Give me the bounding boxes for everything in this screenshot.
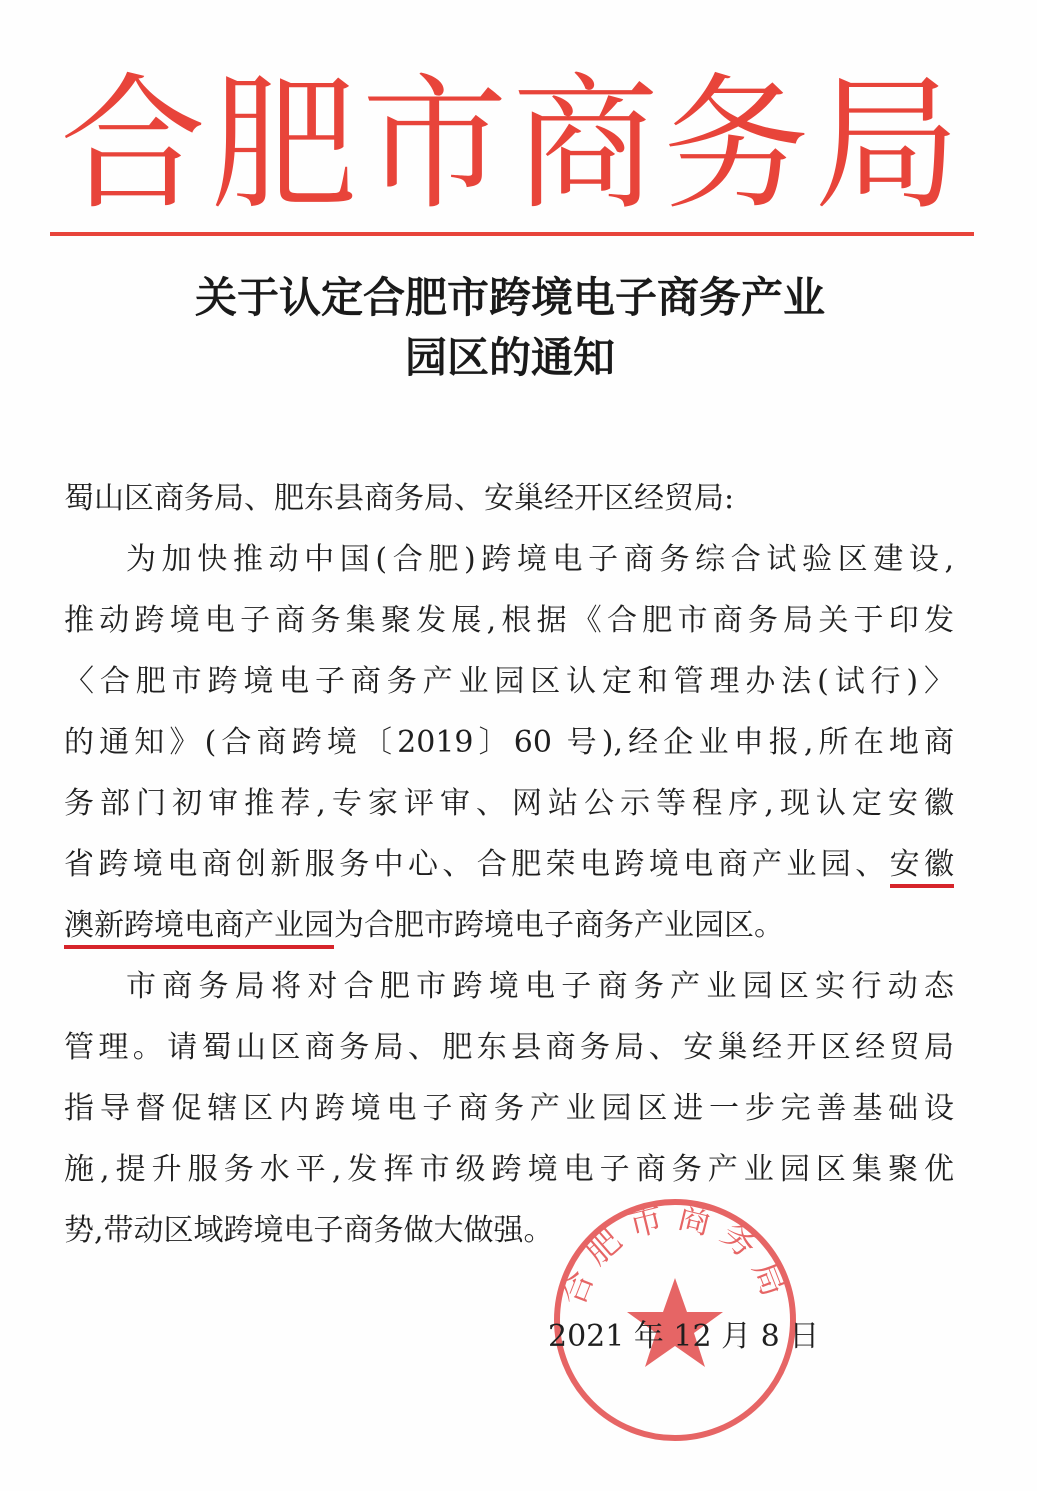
para1-line-text: 省跨境电商创新服务中心、合肥荣电跨境电商产业园、 bbox=[64, 847, 890, 882]
salutation: 蜀山区商务局、肥东县商务局、安巢经开区经贸局: bbox=[64, 481, 735, 516]
highlighted-park-name-part1: 安徽 bbox=[890, 847, 954, 888]
letterhead-char: 市 bbox=[361, 60, 508, 230]
letterhead-char: 肥 bbox=[210, 60, 357, 230]
letterhead-title bbox=[60, 60, 960, 230]
document-date: 2021 年 12 月 8 日 bbox=[548, 1319, 820, 1354]
document-title bbox=[60, 268, 960, 388]
para2-line: 指导督促辖区内跨境电子商务产业园区进一步完善基础设 bbox=[64, 1091, 954, 1126]
seal-text: 合肥市商务局 bbox=[552, 1196, 798, 1312]
letterhead-char: 商 bbox=[512, 60, 659, 230]
para2-line: 势,带动区域跨境电子商务做大做强。 bbox=[64, 1213, 554, 1248]
document-body bbox=[64, 468, 954, 1261]
para1-line: 务部门初审推荐,专家评审、网站公示等程序,现认定安徽 bbox=[64, 786, 954, 821]
para1-line: 的通知》(合商跨境〔2019〕60 号),经企业申报,所在地商 bbox=[64, 725, 954, 760]
para1-line: 〈合肥市跨境电子商务产业园区认定和管理办法(试行)〉 bbox=[64, 664, 954, 699]
letterhead-char: 务 bbox=[663, 60, 810, 230]
letterhead-char: 局 bbox=[813, 60, 960, 230]
highlighted-park-name-part2: 澳新跨境电商产业园 bbox=[64, 908, 334, 949]
para2-line: 管理。请蜀山区商务局、肥东县商务局、安巢经开区经贸局 bbox=[64, 1030, 954, 1065]
para1-tail: 为合肥市跨境电子商务产业园区。 bbox=[334, 908, 784, 943]
para1-line bbox=[64, 834, 954, 895]
para1-line: 推动跨境电子商务集聚发展,根据《合肥市商务局关于印发 bbox=[64, 603, 954, 638]
para2-line: 市商务局将对合肥市跨境电子商务产业园区实行动态 bbox=[126, 969, 954, 1004]
para1-line: 为加快推动中国(合肥)跨境电子商务综合试验区建设, bbox=[126, 542, 954, 577]
title-line-2: 园区的通知 bbox=[404, 333, 615, 382]
para2-line: 施,提升服务水平,发挥市级跨境电子商务产业园区集聚优 bbox=[64, 1152, 954, 1187]
letterhead-char: 合 bbox=[60, 60, 206, 230]
title-line-1: 关于认定合肥市跨境电子商务产业 bbox=[194, 273, 825, 322]
letterhead-divider bbox=[50, 232, 974, 236]
para1-line bbox=[64, 895, 954, 956]
